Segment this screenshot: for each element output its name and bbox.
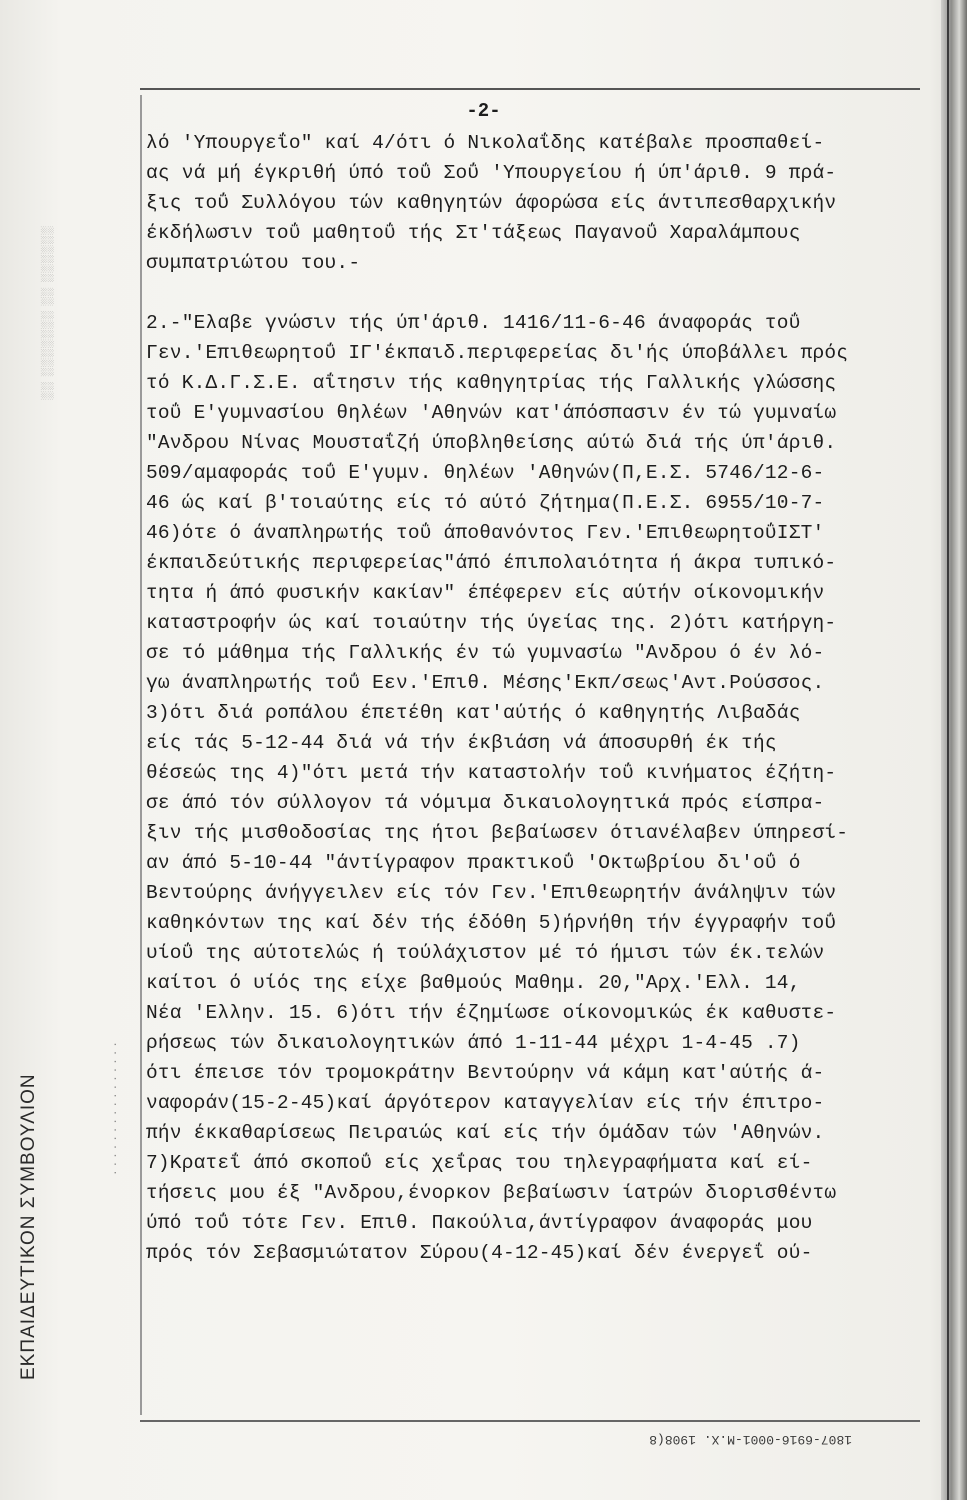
text-line: 46)ότε ό άναπληρωτής τοΰ άποθανόντος Γεν.'ΕπιθεωρητοΰΙΣΤ': [146, 522, 825, 544]
text-line: ύπό τοΰ τότε Γεν. Επιθ. Πακούλια,άντίγραφον άναφοράς μου: [146, 1212, 813, 1234]
text-line: καταστροφήν ώς καί τοιαύτην τής ύγείας της. 2)ότι κατήργη-: [146, 612, 837, 634]
text-line: πρός τόν Σεβασμιώτατον Σύρου(4-12-45)καί δέν ένεργεΐ ού-: [146, 1242, 813, 1264]
text-line: τοΰ Ε'γυμνασίου θηλέων 'Αθηνών κατ'άπόσπασιν έν τώ γυμναίω: [146, 402, 837, 424]
text-line: καθηκόντων της καί δέν τής έδόθη 5)ήρνήθη τήν έγγραφήν τοΰ: [146, 912, 837, 934]
binding-edge-line: [947, 0, 949, 1500]
document-body: [146, 128, 936, 1268]
text-line: Γεν.'Επιθεωρητοΰ ΙΓ'έκπαιδ.περιφερείας δι'ής ύποβάλλει πρός: [146, 342, 849, 364]
text-line: τητα ή άπό φυσικήν κακίαν" έπέφερεν είς αύτήν οίκονομικήν: [146, 582, 825, 604]
text-line: λό 'Υπουργεΐο" καί 4/ότι ό Νικολαΐδης κατέβαλε προσπαθεί-: [146, 132, 825, 154]
text-line: υίοΰ της αύτοτελώς ή τούλάχιστον μέ τό ήμισι τών έκ.τελών: [146, 942, 825, 964]
top-rule: [140, 88, 920, 90]
text-line: συμπατριώτου του.-: [146, 252, 361, 274]
text-line: ρήσεως τών δικαιολογητικών άπό 1-11-44 μέχρι 1-4-45 .7): [146, 1032, 801, 1054]
text-line: θέσεώς της 4)"ότι μετά τήν καταστολήν τοΰ κινήματος έζήτη-: [146, 762, 837, 784]
page-number: -2-: [466, 100, 501, 122]
text-line: ξιν τής μισθοδοσίας της ήτοι βεβαίωσεν ότιανέλαβεν ύπηρεσί-: [146, 822, 849, 844]
text-line: Βεντούρης άνήγγειλεν είς τόν Γεν.'Επιθεωρητήν άνάληψιν τών: [146, 882, 837, 904]
text-line: γω άναπληρωτής τοΰ Εεν.'Επιθ. Μέσης'Εκπ/σεως'Αντ.Ρούσσος.: [146, 672, 825, 694]
text-line: είς τάς 5-12-44 διά νά τήν έκβιάση νά άποσυρθή έκ τής: [146, 732, 777, 754]
text-line: 7)Κρατεΐ άπό σκοποΰ είς χεΐρας του τηλεγραφήματα καί εί-: [146, 1152, 813, 1174]
paragraph-2: [146, 308, 936, 1268]
text-line: 2.-"Ελαβε γνώσιν τής ύπ'άριθ. 1416/11-6-46 άναφοράς τοΰ: [146, 312, 801, 334]
text-line: 46 ώς καί β'τοιαύτης είς τό αύτό ζήτημα(Π.Ε.Σ. 6955/10-7-: [146, 492, 825, 514]
margin-faint-note: · · · · · · · · · · · · · · · ·: [106, 1042, 122, 1175]
binding-edge: [941, 0, 967, 1500]
text-line: αν άπό 5-10-44 "άντίγραφον πρακτικοΰ 'Οκτωβρίου δι'οΰ ό: [146, 852, 801, 874]
text-line: τήσεις μου έξ "Ανδρου,ένορκον βεβαίωσιν ίατρών διορισθέντω: [146, 1182, 837, 1204]
text-line: καίτοι ό υίός της είχε βαθμούς Μαθημ. 20,"Αρχ.'Ελλ. 14,: [146, 972, 801, 994]
text-line: "Ανδρου Νίνας Μουσταΐζή ύποβληθείσης αύτώ διά τής ύπ'άριθ.: [146, 432, 837, 454]
paragraph-gap: [146, 278, 936, 308]
text-line: ότι έπεισε τόν τρομοκράτην Βεντούρην νά κάμη κατ'αύτής ά-: [146, 1062, 825, 1084]
text-line: Νέα 'Ελλην. 15. 6)ότι τήν έζημίωσε οίκονομικώς έκ καθυστε-: [146, 1002, 837, 1024]
margin-stamp: ΕΚΠΑΙΔΕΥΤΙΚΟΝ ΣΥΜΒΟΥΛΙΟΝ: [18, 1073, 39, 1380]
paragraph-1: [146, 128, 936, 278]
text-line: σε τό μάθημα τής Γαλλικής έν τώ γυμνασίω "Ανδρου ό έν λό-: [146, 642, 825, 664]
bottom-rule: [140, 1420, 920, 1422]
footer-print-code: 1807-6916-0001-M.X. 1908(8: [649, 1432, 852, 1447]
text-line: ναφοράν(15-2-45)καί άργότερον καταγγελίαν είς τήν έπιτρο-: [146, 1092, 825, 1114]
text-line: σε άπό τόν σύλλογον τά νόμιμα δικαιολογητικά πρός είσπρα-: [146, 792, 825, 814]
text-line: έκπαιδεύτικής περιφερείας"άπό έπιπολαιότητα ή άκρα τυπικό-: [146, 552, 837, 574]
text-line: πήν έκκαθαρίσεως Πειραιώς καί είς τήν όμάδαν τών 'Αθηνών.: [146, 1122, 825, 1144]
text-line: έκδήλωσιν τοΰ μαθητοΰ τής Στ'τάξεως Παγανοΰ Χαραλάμπους: [146, 222, 801, 244]
text-line: 509/αμαφοράς τοΰ Ε'γυμν. θηλέων 'Αθηνών(Π,Ε.Σ. 5746/12-6-: [146, 462, 825, 484]
text-line: 3)ότι διά ροπάλου έπετέθη κατ'αύτής ό καθηγητής Λιβαδάς: [146, 702, 801, 724]
left-rule: [140, 95, 142, 1415]
text-line: ας νά μή έγκριθή ύπό τοΰ Σοΰ 'Υπουργείου ή ύπ'άριθ. 9 πρά-: [146, 162, 837, 184]
margin-bleed-text: ░░ ░░░░░░░ ░░ ░░░░░░: [40, 225, 54, 400]
text-line: ξις τοΰ Συλλόγου τών καθηγητών άφορώσα είς άντιπεσθαρχικήν: [146, 192, 837, 214]
text-line: τό Κ.Δ.Γ.Σ.Ε. αΐτησιν τής καθηγητρίας τής Γαλλικής γλώσσης: [146, 372, 837, 394]
